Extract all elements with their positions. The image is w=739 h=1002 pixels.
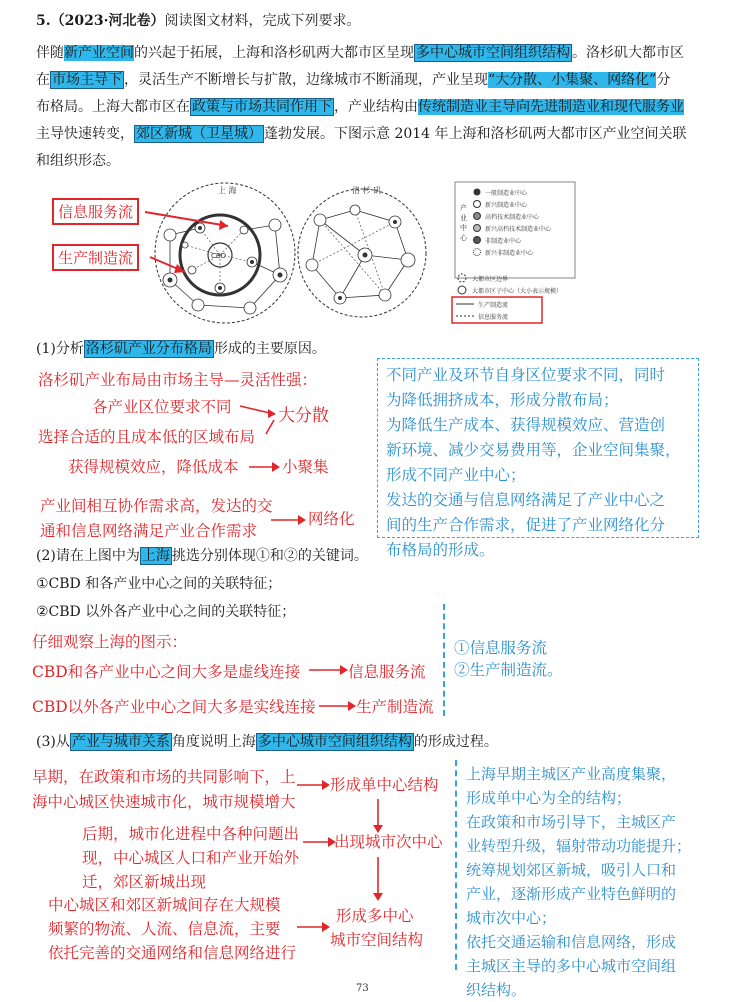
q2-item-1: ①CBD 和各产业中心之间的关联特征；: [36, 576, 282, 592]
q3-answer-line: 统筹规划郊区新城，吸引人口和: [466, 861, 677, 879]
highlight-suburb: 郊区新城（卫星城）: [136, 126, 262, 142]
q1-note-big: 大分散: [278, 406, 329, 426]
q3-note-single: 形成单中心结构: [330, 776, 439, 794]
highlight-la-pattern: 洛杉矶产业分布格局: [85, 341, 212, 357]
text: (1)分析: [36, 341, 84, 357]
q1-answer-line: 新环境、减少交易费用等，企业空间集聚，: [386, 441, 681, 459]
legend-items: [474, 189, 553, 258]
shanghai-title: 上 海: [218, 186, 237, 195]
text: 挑选分别体现①和②的关键词。: [171, 548, 368, 564]
q1-answer-box: [377, 358, 699, 559]
question-source: （2023·河北卷）: [50, 13, 165, 29]
q3-answer: [466, 762, 691, 1002]
q1-note-net: 网络化: [308, 510, 355, 528]
q2-note-title: 仔细观察上海的图示：: [32, 633, 188, 651]
q1-answer-line: 发达的交通与信息网络满足了产业中心之: [386, 491, 666, 509]
material-line-5: [36, 148, 120, 174]
q1-arrow-net: [270, 513, 308, 527]
q3-note-sub: 出现城市次中心: [334, 833, 443, 851]
text: ，产业结构由: [334, 99, 418, 115]
q1-answer-line: 不同产业及环节自身区位要求不同，同时: [386, 366, 666, 384]
q3-arrow-single: [296, 778, 332, 792]
q1-note-r4a: 产业间相互协作需求高，发达的交: [40, 497, 273, 515]
material-line-1: [36, 40, 684, 66]
highlight-new-industry: 新产业空间: [64, 45, 134, 61]
q3-divider: [455, 760, 457, 970]
legend-item: 新兴制造业中心: [485, 202, 528, 209]
q3-note-m3: 依托完善的交通网络和信息网络进行: [48, 944, 297, 962]
q1-note-r1: 各产业区位要求不同: [92, 398, 232, 416]
material-line-4: [36, 121, 687, 147]
text: 。洛杉矶大都市区: [572, 45, 684, 61]
q3-note-l2: 现，中心城区人口和产业开始外: [82, 849, 300, 867]
question-instruction: 阅读图文材料，完成下列要求。: [164, 13, 361, 29]
material-line-2: [36, 67, 670, 93]
q2-note-l2: CBD以外各产业中心之间大多是实线连接: [32, 698, 316, 716]
highlight-industry-city: 产业与城市关系: [71, 734, 170, 750]
highlight-polycentric-2: 多中心城市空间组织结构: [257, 734, 412, 750]
highlight-shanghai: 上海: [141, 548, 170, 564]
q1-note-title: 洛杉矶产业布局由市场主导—灵活性强：: [38, 371, 318, 389]
q2-note-r2: 生产制造流: [356, 698, 434, 716]
text: 的兴起于拓展，上海和洛杉矶两大都市区呈现: [134, 45, 414, 61]
legend-item: 非制造业中心: [485, 238, 522, 245]
question-number: 5.: [36, 13, 51, 29]
legend-item: 新兴高档技术制造业中心: [485, 226, 552, 233]
legend-dashed-label: 信息服务流: [478, 314, 509, 321]
q1-answer-line: 形成不同产业中心；: [386, 466, 526, 484]
legend-group-char: 中: [460, 224, 467, 232]
q2-arrow-2: [318, 699, 358, 713]
q2-divider: [443, 604, 445, 716]
q2-answer-2: ②生产制造流。: [454, 661, 563, 679]
text: ，灵活生产不断增长与扩散，边缘城市不断涌现，产业呈现: [124, 72, 488, 88]
q3-answer-line: 在政策和市场引导下，主城区产: [466, 813, 677, 831]
text: (2)请在上图中为: [36, 548, 140, 564]
q1-answer-line: 为降低拥挤成本，形成分散布局；: [386, 391, 619, 409]
q2-note-r1: 信息服务流: [348, 663, 426, 681]
q2-note-l1: CBD和各产业中心之间大多是虚线连接: [32, 663, 301, 681]
legend-item: 高档技术制造业中心: [485, 214, 540, 221]
q3-answer-line: 上海早期主城区产业高度集聚，: [466, 765, 677, 783]
question-header: [36, 8, 360, 34]
text: (3)从: [36, 734, 70, 750]
q1-answer-line: 为降低生产成本、获得规模效应、营造创: [386, 416, 666, 434]
q3-answer-line: 织结构。: [466, 981, 527, 999]
legend-group-label: 产: [460, 204, 467, 212]
q3-answer-line: 产业，逐渐形成产业特色鲜明的: [466, 885, 677, 903]
q1-note-small: 小聚集: [282, 458, 329, 476]
q1-answer: [378, 359, 698, 567]
figure-label-arrows: [140, 200, 250, 280]
q3-answer-line: 主城区主导的多中心城市空间组: [466, 957, 677, 975]
legend-item: 新兴非制造业中心: [485, 250, 534, 257]
q3-prompt: [36, 729, 498, 755]
legend-group-char: 心: [460, 234, 467, 242]
q3-note-e2: 海中心城区快速城市化，城市规模增大: [32, 793, 296, 811]
legend-subcenter-symbol: [458, 286, 466, 294]
q3-answer-line: 形成单中心为全的结构；: [466, 789, 632, 807]
q2-item-2: ②CBD 以外各产业中心之间的关联特征；: [36, 604, 296, 620]
highlight-market: 市场主导下: [52, 72, 122, 88]
q3-note-l3: 迁，郊区新城出现: [82, 873, 207, 891]
text: 蓬勃发展。下图示意 2014 年上海和洛杉矶两大都市区产业空间关联: [264, 126, 687, 142]
q2-prompt: [36, 543, 368, 569]
legend-solid-label: 生产制造流: [478, 302, 509, 309]
text: 角度说明上海: [171, 734, 256, 750]
text: 主导快速转变，: [36, 126, 134, 142]
q1-note-r3: 获得规模效应，降低成本: [68, 458, 239, 476]
q1-note-r2: 选择合适的且成本低的区域布局: [38, 428, 256, 446]
q3-answer-line: 城市次中心；: [466, 909, 557, 927]
text: 布格局。上海大都市区在: [36, 99, 190, 115]
legend-item: 一般制造业中心: [485, 190, 528, 197]
legend-subcenter-label: 大都市区子中心（大小表示规模）: [472, 288, 563, 295]
text: 的形成过程。: [413, 734, 498, 750]
cbd-label: CBD: [211, 252, 227, 260]
q3-arrow-sub: [302, 835, 338, 849]
q3-answer-line: 业转型升级，辐射带动功能提升；: [466, 837, 692, 855]
text: 在: [36, 72, 50, 88]
q2-arrow-1: [308, 663, 350, 677]
legend-boundary-label: 大都市区边界: [472, 276, 509, 283]
label-manufacturing-flow: 生产制造流: [52, 244, 139, 271]
page-number: 73: [356, 983, 369, 994]
q1-note-r4b: 通和信息网络满足产业合作需求: [40, 522, 258, 540]
text: 和组织形态。: [36, 153, 120, 169]
material-line-3: [36, 94, 684, 120]
q3-answer-line: 依托交通运输和信息网络，形成: [466, 933, 677, 951]
label-info-flow: 信息服务流: [52, 198, 139, 225]
q3-note-multi2: 城市空间结构: [330, 931, 424, 949]
q1-answer-line: 间的生产合作需求，促进了产业网络化分: [386, 516, 666, 534]
q1-answer-line: 布格局的形成。: [386, 541, 495, 559]
q2-answer-1: ①信息服务流: [454, 639, 548, 657]
q3-arrow-multi: [296, 920, 332, 934]
text: 分: [656, 72, 671, 88]
q3-note-l1: 后期，城市化进程中各种问题出: [82, 825, 300, 843]
la-title: 洛 杉 矶: [352, 186, 382, 195]
q1-arrows-big: [238, 398, 280, 438]
highlight-policy: 政策与市场共同作用下: [192, 99, 332, 115]
q3-note-m1: 中心城区和郊区新城间存在大规模: [48, 896, 281, 914]
q3-arrow-down-2: [372, 856, 384, 902]
la-centers: [306, 205, 415, 304]
q3-note-e1: 早期，在政策和市场的共同影响下，上: [32, 768, 296, 786]
q1-arrow-small: [248, 460, 282, 474]
highlight-polycentric: 多中心城市空间组织结构: [416, 45, 570, 61]
text: 形成的主要原因。: [213, 341, 326, 357]
highlight-pattern: “大分散、小集聚、网络化”: [488, 72, 657, 88]
text: 伴随: [36, 45, 64, 61]
q3-note-multi1: 形成多中心: [336, 907, 414, 925]
q3-arrow-down-1: [372, 798, 384, 834]
highlight-transform: 传统制造业主导向先进制造业和现代服务业: [418, 99, 684, 115]
q1-prompt: [36, 336, 326, 362]
q3-note-m2: 频繁的物流、人流、信息流，主要: [48, 920, 281, 938]
legend-group-char: 业: [460, 214, 467, 222]
